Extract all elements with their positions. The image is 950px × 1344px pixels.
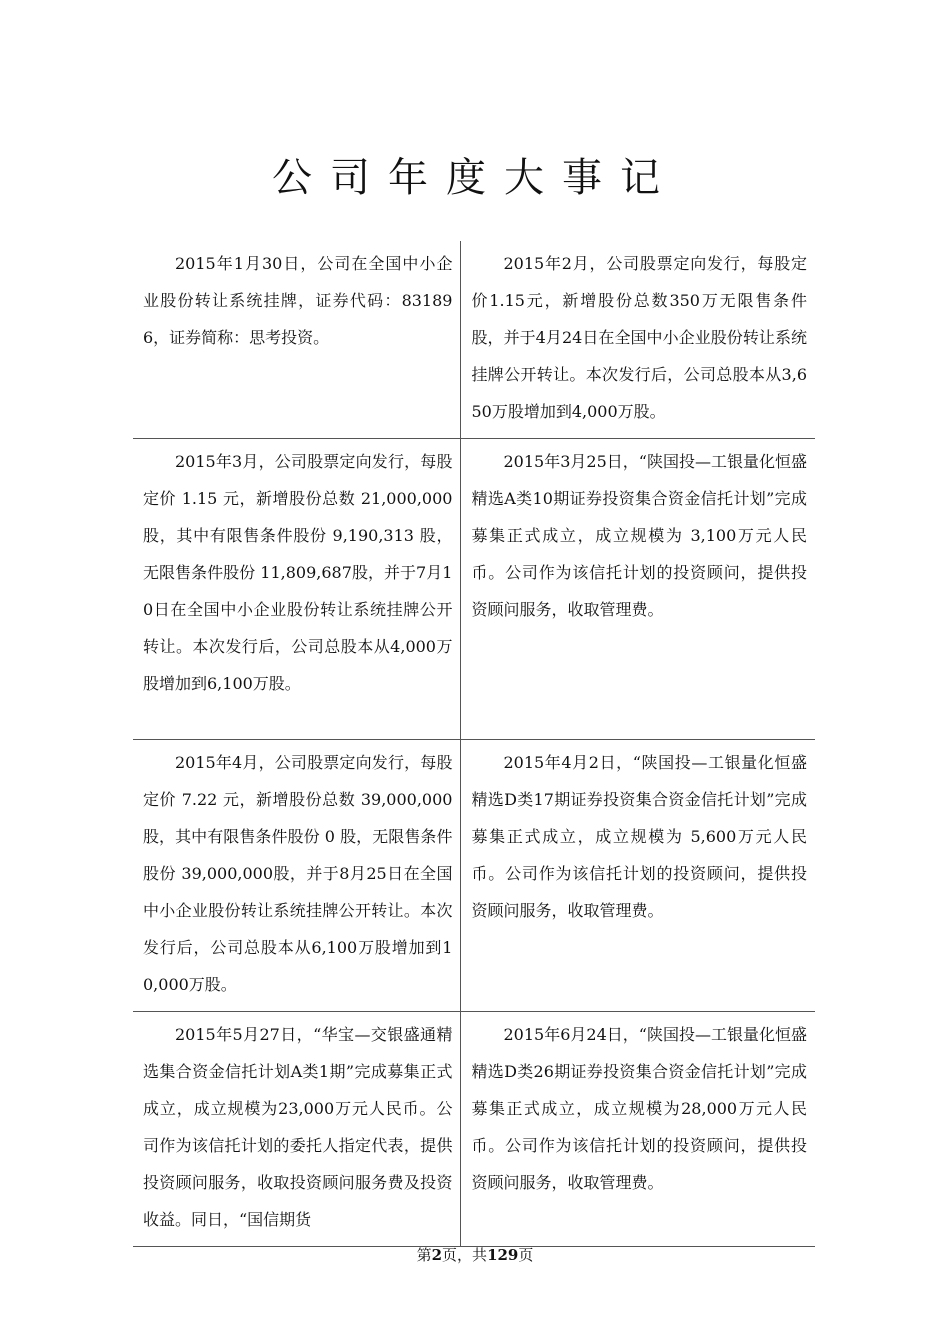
- event-cell-right: 2015年6月24日，“陕国投—工银量化恒盛精选D类26期证券投资集合资金信托计划”完成募集正式成立，成立规模为28,000万元人民币。公司作为该信托计划的投资顾问，提供投资顾问服务，收取管理费。: [461, 1012, 815, 1247]
- event-cell-left: 2015年5月27日，“华宝—交银盛通精选集合资金信托计划A类1期”完成募集正式成立，成立规模为23,000万元人民币。公司作为该信托计划的委托人指定代表，提供投资顾问服务，收取投资顾问服务费及投资收益。同日，“国信期货: [133, 1012, 461, 1247]
- footer-suffix: 页: [518, 1246, 534, 1264]
- event-cell-right: 2015年3月25日，“陕国投—工银量化恒盛精选A类10期证券投资集合资金信托计划”完成募集正式成立，成立规模为 3,100万元人民币。公司作为该信托计划的投资顾问，提供投资顾问服务，收取管理费。: [461, 439, 815, 740]
- event-cell-left: 2015年3月，公司股票定向发行，每股定价 1.15 元，新增股份总数 21,000,000 股，其中有限售条件股份 9,190,313 股，无限售条件股份 11,809,687股，并于7月10日在全国中小企业股份转让系统挂牌公开转让。本次发行后，公司总股本从4,000万股增加到6,100万股。: [133, 439, 461, 740]
- footer-total-pages: 129: [487, 1246, 519, 1264]
- table-row: [133, 740, 815, 1012]
- footer-middle: 页，共: [442, 1246, 488, 1264]
- footer-prefix: 第: [416, 1246, 432, 1264]
- table-row: [133, 241, 815, 439]
- event-cell-right: 2015年2月，公司股票定向发行，每股定价1.15元，新增股份总数350万无限售条件股，并于4月24日在全国中小企业股份转让系统挂牌公开转让。本次发行后，公司总股本从3,650万股增加到4,000万股。: [461, 241, 815, 439]
- events-table: [133, 241, 815, 1247]
- footer-page-number: 2: [431, 1246, 443, 1264]
- table-row: [133, 439, 815, 740]
- table-row: [133, 1012, 815, 1247]
- event-cell-left: 2015年4月，公司股票定向发行，每股定价 7.22 元，新增股份总数 39,000,000 股，其中有限售条件股份 0 股，无限售条件股份 39,000,000股，并于8月25日在全国中小企业股份转让系统挂牌公开转让。本次发行后，公司总股本从6,100万股增加到10,000万股。: [133, 740, 461, 1012]
- page-footer: [0, 1244, 950, 1265]
- page-title: 公司年度大事记: [272, 155, 678, 201]
- event-cell-left: 2015年1月30日，公司在全国中小企业股份转让系统挂牌，证券代码：831896，证券简称：思考投资。: [133, 241, 461, 439]
- event-cell-right: 2015年4月2日，“陕国投—工银量化恒盛精选D类17期证券投资集合资金信托计划”完成募集正式成立，成立规模为 5,600万元人民币。公司作为该信托计划的投资顾问，提供投资顾问服务，收取管理费。: [461, 740, 815, 1012]
